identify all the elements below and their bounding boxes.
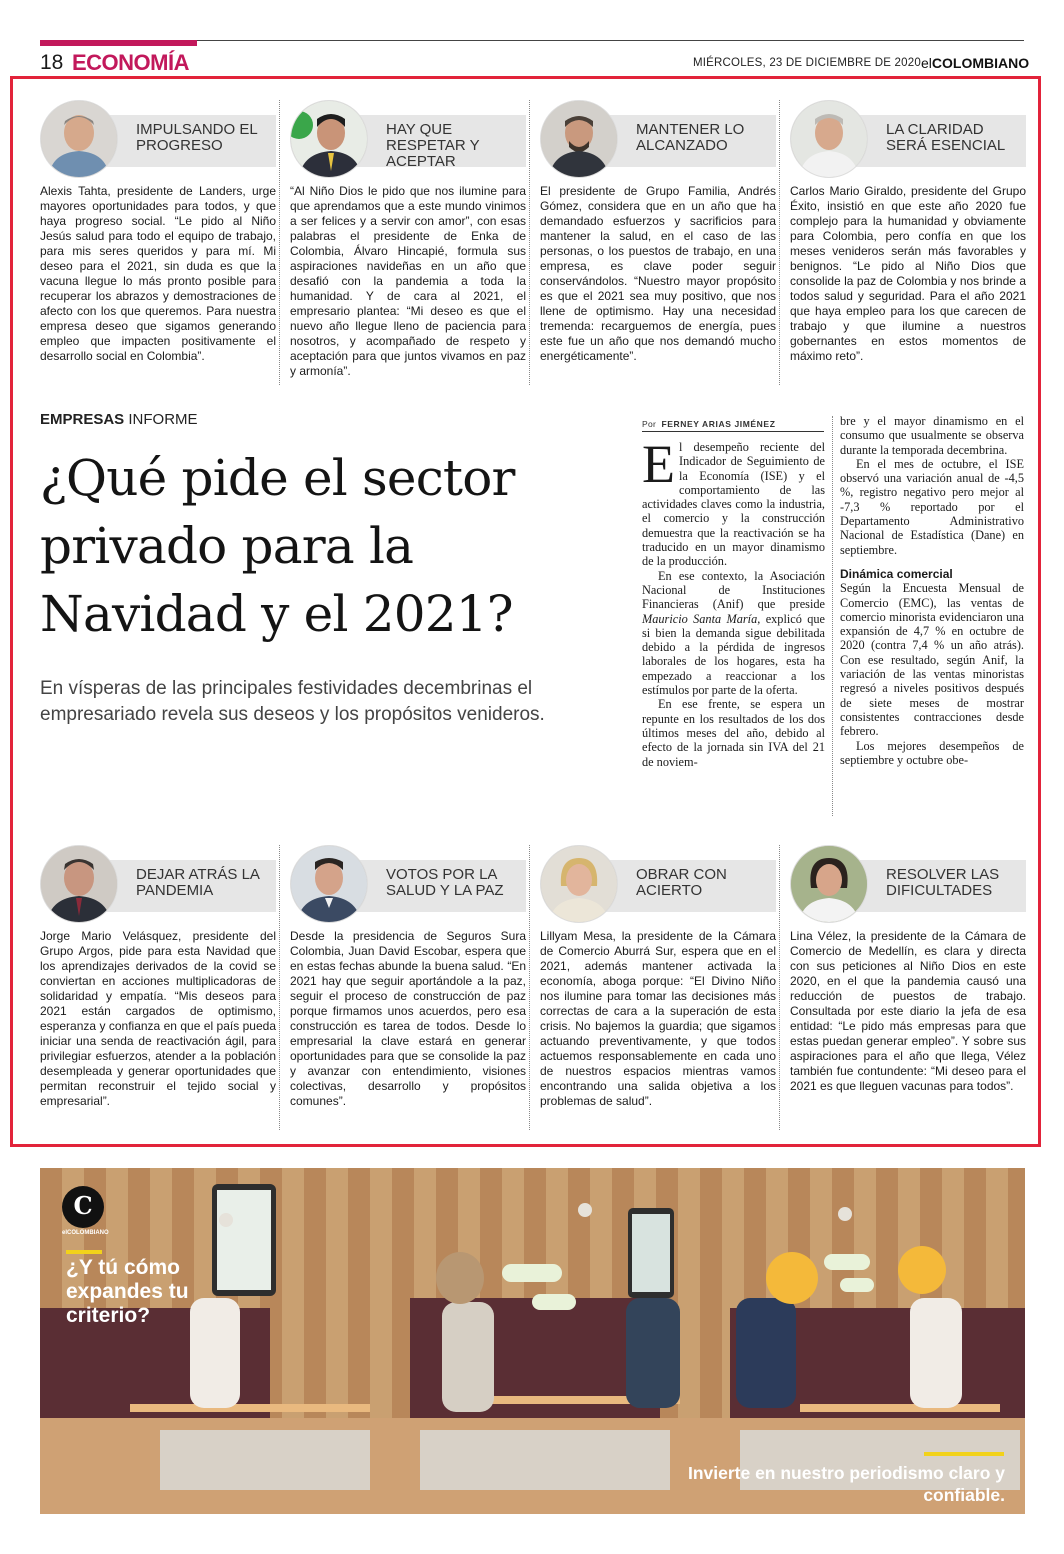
article-paragraph (642, 434, 825, 569)
article-paragraph (642, 569, 825, 698)
drop-cap: E (642, 434, 675, 494)
card-header (540, 100, 776, 182)
card-title: MANTENER LO ALCANZADO (636, 121, 745, 154)
card-body: Lina Vélez, la presidente de la Cámara de Comercio de Medellín, es clara y directa con sus peticiones al Niño Dios en este 2020, en el que la pandemia causó una reducción de puestos de trabajo. Consultada por este diario la jefa de esa entidad: “Le pido más empresas para que estas puedan generar empleo”. Y sobre sus aspiraciones para el año que llega, Vélez también fue contundente: “Mi deseo para el 2021 es que lleguen vacunas para todos”. (790, 929, 1026, 1093)
card-header (790, 100, 1026, 182)
column-divider (832, 416, 833, 816)
column-divider (279, 100, 280, 385)
opinion-card (790, 100, 1026, 364)
card-body: Desde la presidencia de Seguros Sura Colombia, Juan David Escobar, espera que en estas fechas abunde la buena salud. “En 2021 hay que seguir aportándole a la paz, seguir el proceso de construcción de paz porque firmamos unos acuerdos, pero esa construcción es tarea de todos. Desde lo empresarial la clave estará en generar oportunidades para que se consolide la paz y avanzar con entendimiento, visiones colectivas, desarrollo y propósitos comunes”. (290, 929, 526, 1108)
card-header (40, 845, 276, 927)
opinion-card (40, 100, 276, 364)
kicker-type: INFORME (128, 411, 198, 428)
article-headline: ¿Qué pide el sector privado para la Navidad y el 2021? (40, 449, 515, 643)
brand-prefix: el (921, 55, 932, 71)
article-subhead: Dinámica comercial (840, 566, 953, 581)
column-divider (779, 100, 780, 385)
ad-logo: C (62, 1186, 104, 1228)
portrait-photo (540, 100, 618, 178)
card-title: VOTOS POR LA SALUD Y LA PAZ (386, 866, 504, 899)
column-divider (529, 845, 530, 1130)
card-header (290, 845, 526, 927)
card-body: Carlos Mario Giraldo, presidente del Grupo Éxito, insistió en que este año 2020 fue complejo para la humanidad y obviamente para Colombia, pero confía en que los meses venideros serán más favorables y benignos. “Le pido al Niño Dios que consolide la paz de Colombia y nos brinde a todos salud y seguridad. Para el año 2021 que haya empleo para los que carecen de trabajo y que ilumine a nuestros gobernantes en estos momentos de máximo reto”. (790, 184, 1026, 363)
page-number: 18 (40, 51, 64, 74)
card-body: Lillyam Mesa, la presidente de la Cámara de Comercio Aburrá Sur, espera que en el 2021, además mantener activada la economía, aboga porque: “El Divino Niño nos ilumine para tomar las decisiones más correctas de cara a la superación de esta crisis. No bajemos la guardia; que sigamos actuando preventivamente, y que todos actuemos responsablemente en cada uno de nuestros espacios mientras vamos encontrando una salida objetiva a los problemas de salud”. (540, 929, 776, 1108)
article-paragraph: Los mejores desempeños de septiembre y octubre obe- (840, 738, 1024, 767)
portrait-photo (40, 845, 118, 923)
article-paragraph: En ese frente, se espera un repunte en los resultados de los dos últimos meses del año, debido al efecto de la jornada sin IVA del 21 de noviem- (642, 697, 825, 769)
article-column-2 (840, 414, 1024, 767)
byline-author: FERNEY ARIAS JIMÉNEZ (661, 419, 776, 429)
ad-logo-text: elCOLOMBIANO (62, 1230, 109, 1236)
ad-question: ¿Y tú cómo expandes tu criterio? (66, 1256, 189, 1327)
paragraph-text: l desempeño reciente del Indicador de Seguimiento de la Economía (ISE) y el comportamiento de las actividades claves como la industria, el comercio y la construcción demuestra que la reactivación se ha traducido en un mayor dinamismo de la producción. (642, 440, 825, 569)
byline-rule (642, 431, 824, 432)
card-title: HAY QUE RESPETAR Y ACEPTAR (386, 121, 480, 170)
portrait-photo (790, 100, 868, 178)
opinion-card (290, 845, 526, 1109)
card-body: “Al Niño Dios le pido que nos ilumine para que aprendamos que a este mundo vinimos a ser felices y a servir con amor”, con esas palabras el presidente de Enka de Colombia, Álvaro Hincapié, formula sus aspiraciones navideñas en un año que desafió con la pandemia a toda la humanidad. Y de cara al 2021, el empresario plantea: “Mi deseo es que el nuevo año llegue lleno de paciencia para nosotros, y acompañado de respeto y aceptación para que juntos vivamos en paz y armonía”. (290, 184, 526, 378)
article-kicker (40, 411, 198, 428)
article-paragraph: bre y el mayor dinamismo en el consumo que usualmente se observa durante la temporada decembrina. (840, 414, 1024, 457)
section-accent-bar (40, 40, 197, 46)
card-header (790, 845, 1026, 927)
paragraph-text: , explicó que si bien la demanda sigue debilitada debido a la pérdida de ingresos laborales de los hogares, esta ha empezado a reaccionar a los estímulos por parte de la oferta. (642, 611, 825, 698)
portrait-photo (40, 100, 118, 178)
card-body: Alexis Tahta, presidente de Landers, urge mayores oportunidades para todos, y que haya progreso social. “Le pido al Niño Jesús salud para todo el equipo de trabajo, para mis seres queridos y para mí. Mi deseo para el 2021, sin duda es que la vacuna llegue lo más pronto posible para recuperar los abrazos y demostraciones de afecto con los que queremos. Para nuestra empresa deseo que sigamos generando empleo que impacten positivamente el desarrollo social en Colombia”. (40, 184, 276, 363)
ad-cta[interactable]: Invierte en nuestro periodismo claro y confiable. (687, 1463, 1005, 1505)
card-title: LA CLARIDAD SERÁ ESENCIAL (886, 121, 1006, 154)
card-title: RESOLVER LAS DIFICULTADES (886, 866, 1000, 899)
byline-prefix: Por (642, 419, 657, 429)
card-body: Jorge Mario Velásquez, presidente del Grupo Argos, pide para esta Navidad que los aprendizajes derivados de la covid se conviertan en acciones multiplicadoras de solidaridad y empatía. “Mis deseos para 2021 están cargados de optimismo, esperanza y confianza en que el país pueda iniciar una senda de reactivación ágil, para privilegiar esfuerzos, atender a la población desempleada y generar oportunidades que permitan reconstruir el tejido social y empresarial”. (40, 929, 276, 1108)
column-divider (279, 845, 280, 1130)
kicker-label: EMPRESAS (40, 411, 125, 428)
card-title: DEJAR ATRÁS LA PANDEMIA (136, 866, 260, 899)
card-title: IMPULSANDO EL PROGRESO (136, 121, 258, 154)
card-header (540, 845, 776, 927)
newspaper-brand (921, 55, 1029, 71)
opinion-card (290, 100, 526, 379)
ad-question-accent (66, 1250, 102, 1254)
card-body: El presidente de Grupo Familia, Andrés Gómez, considera que en un año que ha demandado esfuerzos y sacrificios para mantener la salud, en el caso de las personas, o los puestos de trabajo, en una empresa, es clave poder seguir conservándolos. “Nuestro mayor propósito es que el 2021 sea muy positivo, que nos llene de optimismo. Hay una necesidad tremenda: recarguemos de energía, pues este fue un año que nos demandó mucho energéticamente”. (540, 184, 776, 363)
brand-name: COLOMBIANO (931, 55, 1030, 71)
column-divider (529, 100, 530, 385)
card-header (290, 100, 526, 182)
card-title: OBRAR CON ACIERTO (636, 866, 727, 899)
article-dek: En vísperas de las principales festividades decembrinas el empresariado revela sus deseos y los propósitos venideros. (40, 678, 545, 725)
byline (642, 419, 776, 429)
person-name: Mauricio Santa María (642, 611, 758, 626)
portrait-photo (790, 845, 868, 923)
card-header (40, 100, 276, 182)
article-paragraph: Según la Encuesta Mensual de Comercio (EMC), las ventas de comercio minorista evidenciaron una expansión de 4,7 % en octubre de 2020 (contra 7,4 % un año atrás). Con ese resultado, según Anif, la variación de las ventas minoristas regresó a niveles positivos después de siete meses de mostrar consistentes contracciones desde febrero. (840, 581, 1024, 739)
section-name: ECONOMÍA (72, 50, 189, 75)
issue-date: MIÉRCOLES, 23 DE DICIEMBRE DE 2020 (693, 57, 921, 69)
portrait-photo (540, 845, 618, 923)
opinion-card (540, 100, 776, 364)
column-divider (779, 845, 780, 1130)
article-column-1 (642, 434, 825, 769)
portrait-photo (290, 845, 368, 923)
opinion-card (40, 845, 276, 1109)
opinion-card (790, 845, 1026, 1094)
article-paragraph: En el mes de octubre, el ISE observó una variación anual de -4,5 %, registro negativo pero mejor al -7,3 % reportado por el Departamento Administrativo Nacional de Estadística (Dane) en septiembre. (840, 456, 1024, 557)
opinion-card (540, 845, 776, 1109)
paragraph-text: En ese contexto, la Asociación Nacional de Instituciones Financieras (Anif) que preside (642, 568, 825, 612)
portrait-photo (290, 100, 368, 178)
ad-cta-accent (924, 1452, 1004, 1456)
